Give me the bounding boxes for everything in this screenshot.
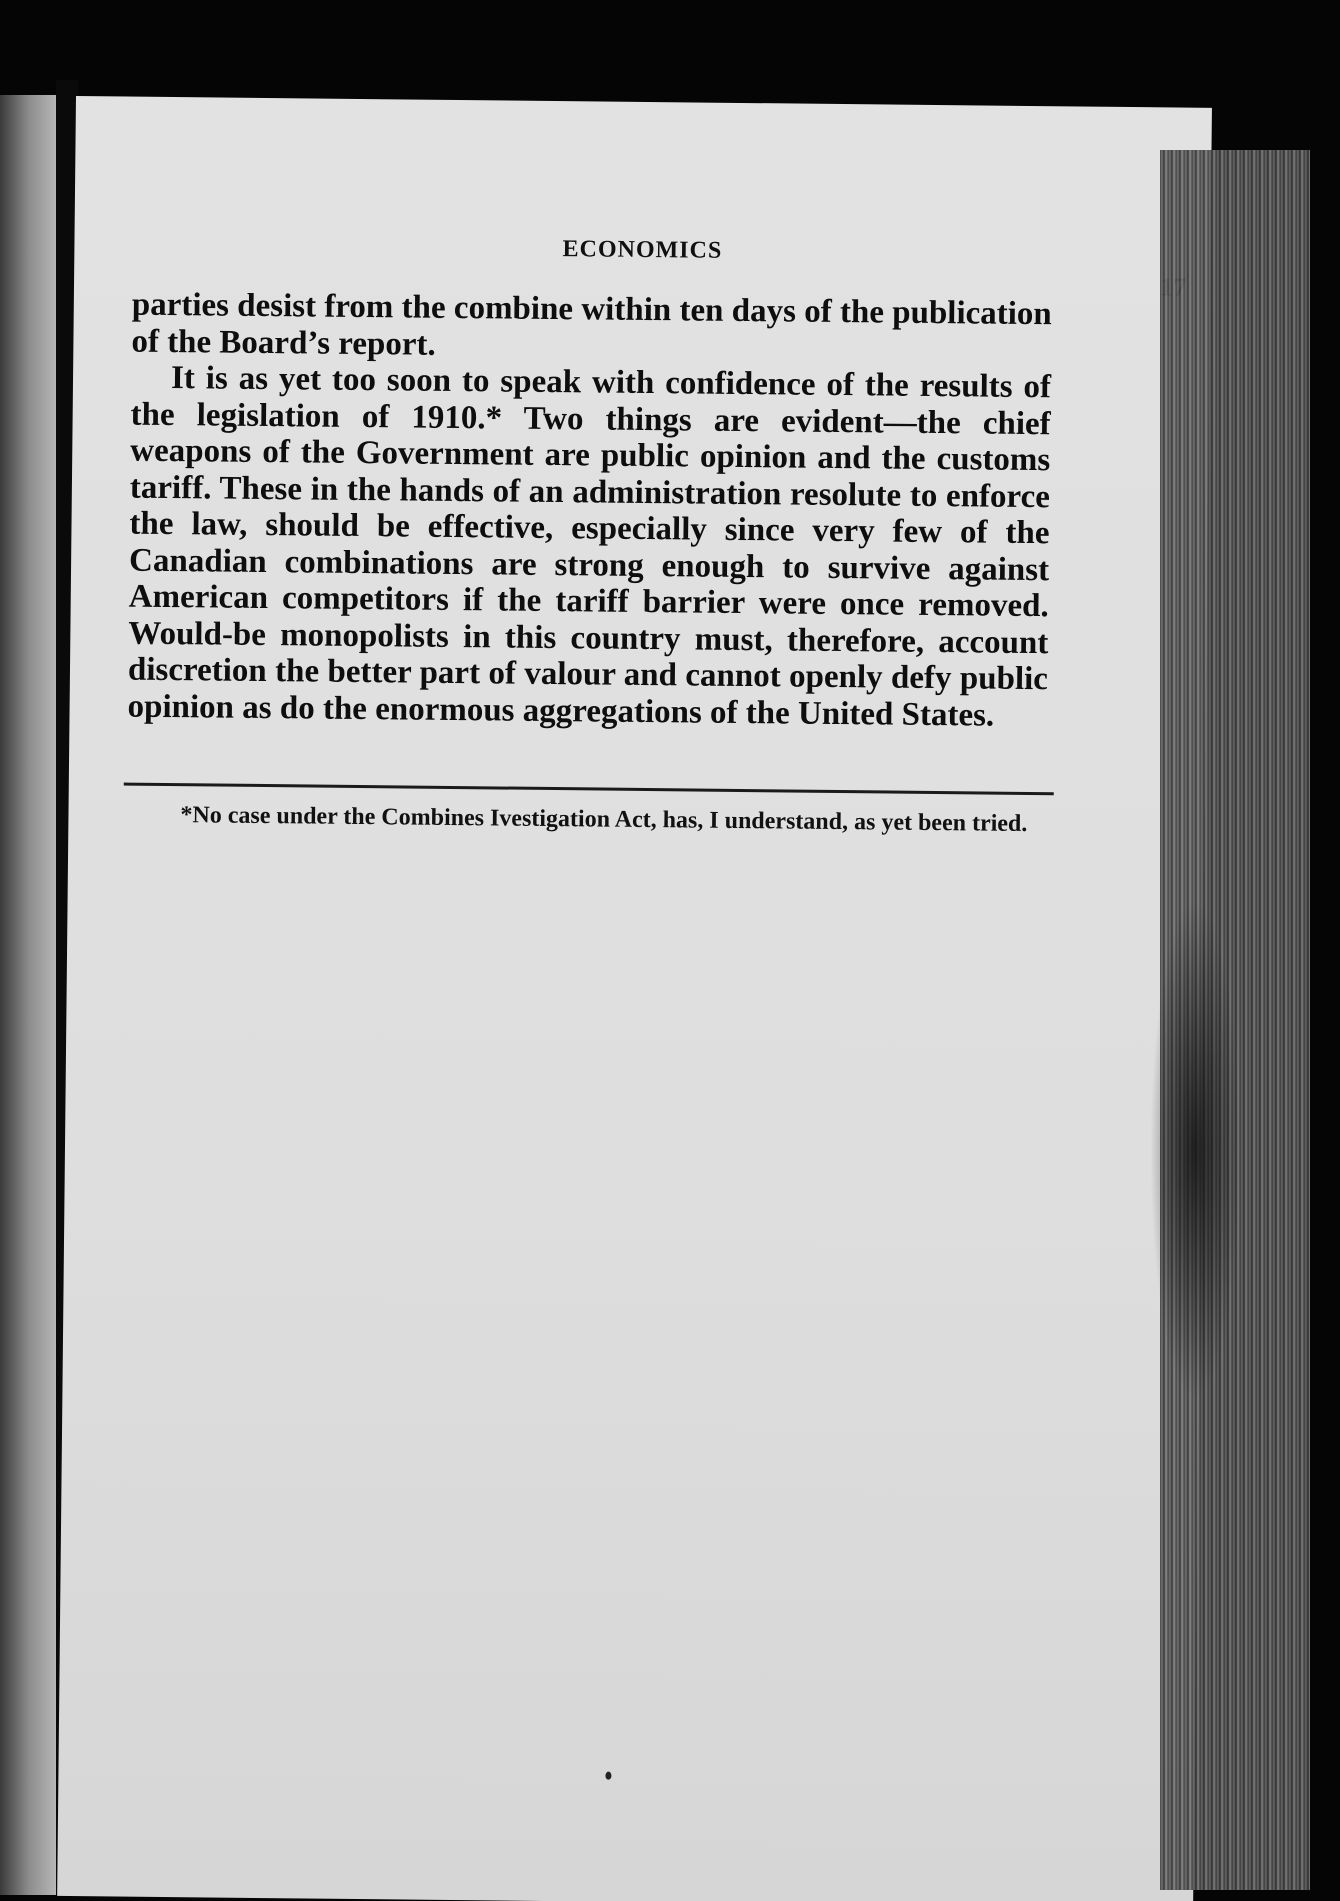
- paragraph-main: It is as yet too soon to speak with confidence of the results of the legislation of 1910.* Two things are evident—the chief weapons of the Government are public opinion and the customs tariff. These in the hands of an administration resolute to enforce the law, should be effective, especially since very few of the Canadian combinations are strong enough to survive against American competitors if the tariff barrier were once removed. Would-be monopolists in this country must, therefore, account discretion the better part of valour and cannot openly defy public opinion as do the enormous aggregations of the United States.: [127, 360, 1052, 734]
- page-body: [127, 287, 1052, 735]
- ink-speck: [605, 1772, 611, 1780]
- paragraph-continued: parties desist from the combine within ten days of the publication of the Board’s report.: [131, 286, 1052, 363]
- footnote-rule: [124, 783, 1054, 796]
- running-head: ECONOMICS: [562, 236, 723, 264]
- footnote: [120, 802, 1050, 839]
- footnote-text: *No case under the Combines Ivestigation Act, has, I understand, as yet been tried.: [180, 802, 1028, 838]
- page-edge-shadow: [1150, 900, 1240, 1400]
- book-page: [57, 96, 1212, 1901]
